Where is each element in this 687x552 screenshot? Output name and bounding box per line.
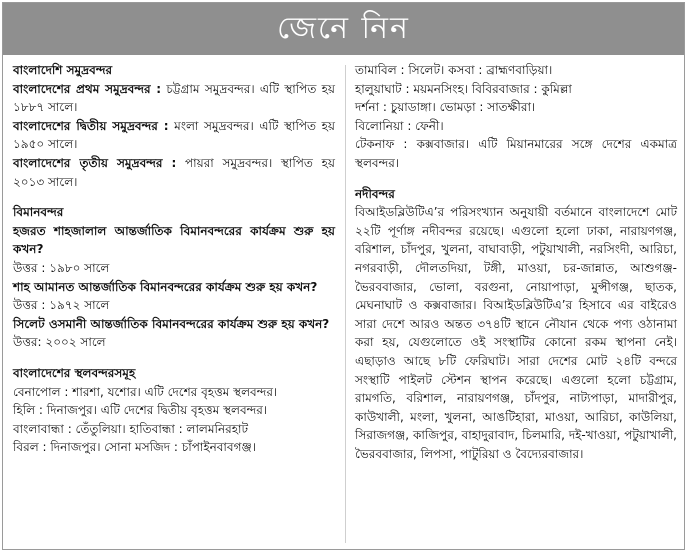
- landport-item: বেনাপোল : শারশা, যশোর। এটি দেশের বৃহত্তম স্থলবন্দর।: [13, 384, 278, 399]
- seaport-item: [13, 117, 335, 154]
- landport-item: হিলি : দিনাজপুর। এটি দেশের দ্বিতীয় বৃহত্তম স্থলবন্দর।: [13, 403, 268, 418]
- seaport-question: বাংলাদেশের তৃতীয় সমুদ্রবন্দর :: [13, 155, 177, 170]
- landport-item: তামাবিল : সিলেট। কসবা : ব্রাহ্মণবাড়িয়া।: [355, 63, 553, 77]
- airport-answer: উত্তর : ১৯৮০ সালে: [13, 260, 110, 275]
- landport-item: বাংলাবান্ধা : তেঁতুলিয়া। হাতিবান্ধা : লালমনিরহাট: [13, 421, 249, 436]
- landport-item: বিলোনিয়া : ফেনী।: [355, 118, 444, 133]
- seaport-answer: চট্টগ্রাম সমুদ্রবন্দর। এটি স্থাপিত হয় ১৮৮৭ সালে।: [13, 81, 335, 115]
- airport-question: সিলেট ওসমানী আন্তর্জাতিক বিমানবন্দরের কার্যক্রম শুরু হয় কখন?: [13, 316, 330, 331]
- seaports-title: বাংলাদেশি সমুদ্রবন্দর: [13, 63, 113, 77]
- airport-question: শাহ আমানত আন্তর্জাতিক বিমানবন্দরের কার্যক্রম শুরু হয় কখন?: [13, 279, 318, 294]
- seaport-question: বাংলাদেশের দ্বিতীয় সমুদ্রবন্দর :: [13, 118, 169, 133]
- header-banner: [3, 3, 684, 55]
- landport-item: টেকনাফ : কক্সবাজার। এটি মিয়ানমারের সঙ্গে দেশের একমাত্র স্থলবন্দর।: [355, 137, 677, 170]
- landport-item: হালুয়াঘাট : ময়মনসিংহ। বিবিরবাজার : কুমিল্লা: [355, 81, 572, 96]
- seaport-answer: পায়রা সমুদ্রবন্দর। স্থাপিত হয় ২০১৩ সালে।: [13, 155, 335, 189]
- column-divider: [345, 65, 346, 543]
- landport-item: দর্শনা : চুয়াডাঙ্গা। ভোমড়া : সাতক্ষীরা।: [355, 100, 536, 115]
- airports-title: বিমানবন্দর: [13, 205, 64, 220]
- airport-question: হজরত শাহজালাল আন্তর্জাতিক বিমানবন্দরের কার্যক্রম শুরু হয় কখন?: [13, 223, 335, 257]
- airport-answer: উত্তর : ১৯৭২ সালে: [13, 298, 110, 313]
- seaport-item: [13, 80, 335, 117]
- riverports-title: নদীবন্দর: [355, 186, 395, 201]
- article-panel: [2, 2, 685, 550]
- landports-title: বাংলাদেশের স্থলবন্দরসমূহ: [13, 365, 136, 380]
- seaport-item: [13, 154, 335, 191]
- left-column: [13, 61, 335, 457]
- airport-answer: উত্তর: ২০০২ সালে: [13, 335, 106, 350]
- right-column: [355, 61, 677, 463]
- riverports-body: বিআইডব্লিউটিএ’র পরিসংখ্যান অনুযায়ী বর্তমানে বাংলাদেশে মোট ২২টি পূর্ণাঙ্গ নদীবন্দর রয়েছে। এগুলো হলো ঢাকা, নারায়ণগঞ্জ, বরিশাল, চাঁদপুর, খুলনা, বাঘাবাড়ী, পটুয়াখালী, নরসিংদী, আরিচা, নগরবাড়ী, দৌলতদিয়া, টঙ্গী, মাওয়া, চর-জান্নাত, আশুগঞ্জ-ভৈরববাজার, ভোলা, বরগুনা, নোয়াপাড়া, মুন্সীগঞ্জ, ছাতক, মেঘনাঘাট ও কক্সবাজার। বিআইডব্লিউটিএ’র হিসাবে এর বাইরেও সারা দেশে আরও অন্তত ৩৭৪টি স্থানে নৌযান থেকে পণ্য ওঠানামা করা হয়, যেগুলোতে ওই সংস্থাটির কোনো রকম স্থাপনা নেই। এছাড়াও আছে ৮টি ফেরিঘাট। সারা দেশের মোট ২৪টি বন্দরে সংস্থাটি পাইলট স্টেশন স্থাপন করেছে। এগুলো হলো চট্টগ্রাম, রামগতি, বরিশাল, নারায়ণগঞ্জ, চাঁদপুর, নাট্যপাড়া, মাদারীপুর, কাউখালী, মংলা, খুলনা, আঙটিহারা, মাওয়া, আরিচা, কাউলিয়া, সিরাজগঞ্জ, কাজিপুর, বাহাদুরাবাদ, চিলমারি, দই-খাওয়া, পটুয়াখালী, ভৈরববাজার, লিপসা, পাটুরিয়া ও বৈদ্যেরবাজার।: [355, 205, 677, 461]
- landport-item: বিরল : দিনাজপুর। সোনা মসজিদ : চাঁপাইনবাবগঞ্জ।: [13, 440, 256, 455]
- seaport-question: বাংলাদেশের প্রথম সমুদ্রবন্দর :: [13, 81, 162, 96]
- seaport-answer: মংলা সমুদ্রবন্দর। এটি স্থাপিত হয় ১৯৫০ সালে।: [13, 118, 335, 152]
- page-title: জেনে নিন: [277, 10, 410, 46]
